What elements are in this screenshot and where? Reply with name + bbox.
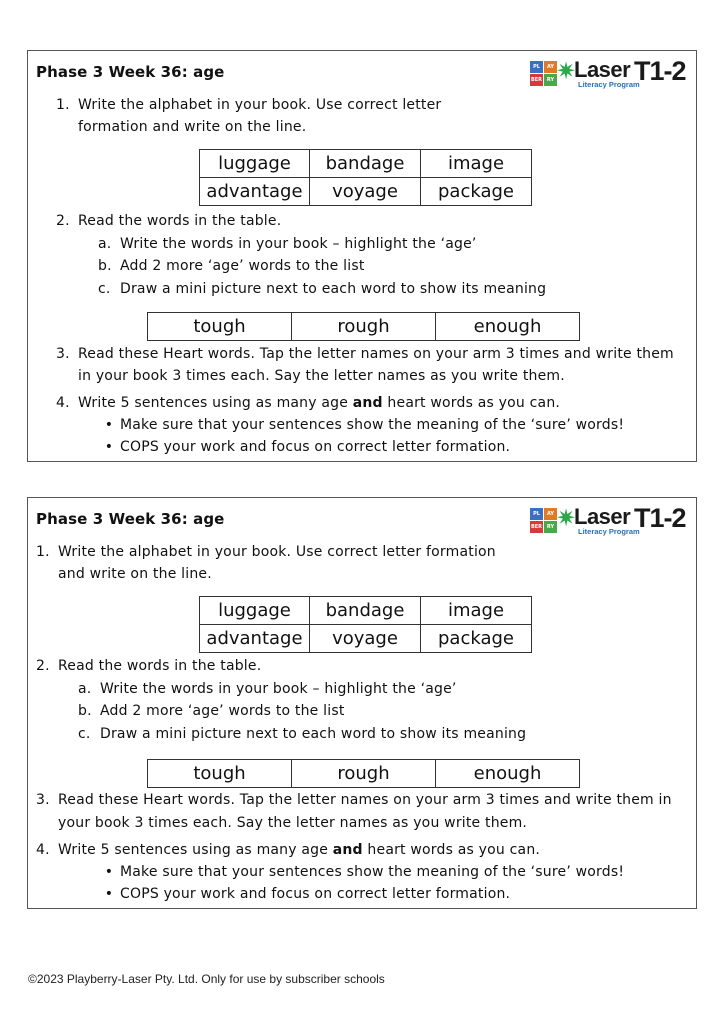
word-cell: advantage — [200, 625, 310, 653]
table-row — [200, 597, 532, 625]
heart-words-table — [147, 759, 580, 788]
step-2c — [98, 281, 546, 297]
sub-mark: a. — [98, 236, 112, 252]
word-cell: luggage — [200, 597, 310, 625]
sub-mark: b. — [98, 258, 112, 274]
step-number: 3. — [36, 792, 50, 808]
bullet-icon: • — [104, 417, 114, 433]
logo-subtitle: Literacy Program — [578, 80, 640, 89]
step-number: 1. — [36, 544, 50, 560]
step-2b — [78, 703, 345, 719]
step-3-cont: in your book 3 times each. Say the letter names as you write them. — [78, 368, 565, 384]
step-3-text: Read these Heart words. Tap the letter names on your arm 3 times and write them in — [58, 792, 672, 808]
step-1 — [56, 97, 441, 113]
playberry-tiles — [530, 61, 558, 87]
logo-tile: PL — [530, 508, 543, 520]
word-cell: voyage — [310, 178, 421, 206]
age-words-table — [199, 149, 532, 206]
logo-tile: PL — [530, 61, 543, 73]
step-3-text: Read these Heart words. Tap the letter names on your arm 3 times and write them — [78, 346, 674, 362]
word-cell: image — [421, 597, 532, 625]
step-4-bold: and — [332, 842, 363, 858]
word-cell: advantage — [200, 178, 310, 206]
step-2-text: Read the words in the table. — [58, 658, 262, 674]
word-cell: bandage — [310, 150, 421, 178]
step-2a-text: Write the words in your book – highlight the ‘age’ — [120, 236, 477, 252]
step-2c-text: Draw a mini picture next to each word to show its meaning — [120, 281, 547, 297]
heart-word-cell: tough — [148, 760, 292, 788]
logo-level: T1-2 — [634, 56, 686, 86]
playberry-tiles — [530, 508, 558, 534]
word-cell: luggage — [200, 150, 310, 178]
step-number: 2. — [56, 213, 70, 229]
step-2a — [98, 236, 477, 252]
logo-tile: AY — [544, 61, 557, 73]
logo-tile: BER — [530, 521, 543, 533]
logo-name: Laser — [574, 504, 631, 529]
logo-tile: BER — [530, 74, 543, 86]
heart-word-cell: rough — [292, 313, 436, 341]
table-row — [200, 625, 532, 653]
step-3 — [56, 346, 674, 362]
logo-name: Laser — [574, 57, 631, 82]
sub-mark: a. — [78, 681, 92, 697]
starburst-icon: ✷ — [556, 57, 577, 85]
step-4-text-a: Write 5 sentences using as many age — [58, 842, 333, 858]
bullet-2 — [98, 886, 510, 902]
step-4 — [36, 842, 540, 858]
bullet-1-text: Make sure that your sentences show the meaning of the ‘sure’ words! — [120, 417, 625, 433]
word-cell: image — [421, 150, 532, 178]
card-title: Phase 3 Week 36: age — [36, 63, 225, 81]
bullet-1 — [98, 864, 624, 880]
step-number: 4. — [36, 842, 50, 858]
heart-words-table — [147, 312, 580, 341]
bullet-1 — [98, 417, 624, 433]
sub-mark: b. — [78, 703, 92, 719]
step-2b — [98, 258, 365, 274]
table-row — [200, 178, 532, 206]
bullet-2 — [98, 439, 510, 455]
laser-logo — [530, 57, 690, 91]
starburst-icon: ✷ — [556, 504, 577, 532]
step-1 — [36, 544, 496, 560]
sub-mark: c. — [78, 726, 91, 742]
heart-word-cell: enough — [436, 313, 580, 341]
bullet-icon: • — [104, 439, 114, 455]
step-1-text: Write the alphabet in your book. Use correct letter — [78, 97, 442, 113]
bullet-2-text: COPS your work and focus on correct letter formation. — [120, 439, 511, 455]
heart-word-cell: tough — [148, 313, 292, 341]
step-number: 3. — [56, 346, 70, 362]
table-row — [148, 313, 580, 341]
step-2 — [56, 213, 281, 229]
step-1-cont: formation and write on the line. — [78, 119, 307, 135]
logo-subtitle: Literacy Program — [578, 527, 640, 536]
card-title: Phase 3 Week 36: age — [36, 510, 225, 528]
logo-tile: RY — [544, 521, 557, 533]
step-2c — [78, 726, 526, 742]
step-4-text-a: Write 5 sentences using as many age — [78, 395, 353, 411]
step-3-cont: your book 3 times each. Say the letter names as you write them. — [58, 815, 528, 831]
step-4-bold: and — [352, 395, 383, 411]
age-words-table — [199, 596, 532, 653]
copyright-footer: ©2023 Playberry-Laser Pty. Ltd. Only for use by subscriber schools — [28, 972, 385, 986]
logo-level: T1-2 — [634, 503, 686, 533]
step-1-text: Write the alphabet in your book. Use correct letter formation — [58, 544, 496, 560]
heart-word-cell: enough — [436, 760, 580, 788]
step-3 — [36, 792, 672, 808]
task-card-2 — [27, 497, 697, 909]
table-row — [148, 760, 580, 788]
step-2-text: Read the words in the table. — [78, 213, 282, 229]
bullet-1-text: Make sure that your sentences show the meaning of the ‘sure’ words! — [120, 864, 625, 880]
bullet-2-text: COPS your work and focus on correct letter formation. — [120, 886, 511, 902]
bullet-icon: • — [104, 864, 114, 880]
bullet-icon: • — [104, 886, 114, 902]
step-number: 4. — [56, 395, 70, 411]
laser-logo — [530, 504, 690, 538]
step-2b-text: Add 2 more ‘age’ words to the list — [120, 258, 365, 274]
word-cell: package — [421, 625, 532, 653]
step-4-text-b: heart words as you can. — [362, 842, 541, 858]
table-row — [200, 150, 532, 178]
logo-tile: RY — [544, 74, 557, 86]
heart-word-cell: rough — [292, 760, 436, 788]
word-cell: bandage — [310, 597, 421, 625]
task-card-1 — [27, 50, 697, 462]
step-number: 1. — [56, 97, 70, 113]
step-4 — [56, 395, 560, 411]
step-2a — [78, 681, 457, 697]
step-1-cont: and write on the line. — [58, 566, 212, 582]
word-cell: package — [421, 178, 532, 206]
step-2b-text: Add 2 more ‘age’ words to the list — [100, 703, 345, 719]
word-cell: voyage — [310, 625, 421, 653]
sub-mark: c. — [98, 281, 111, 297]
step-2a-text: Write the words in your book – highlight the ‘age’ — [100, 681, 457, 697]
logo-tile: AY — [544, 508, 557, 520]
step-2c-text: Draw a mini picture next to each word to show its meaning — [100, 726, 527, 742]
step-number: 2. — [36, 658, 50, 674]
step-2 — [36, 658, 261, 674]
step-4-text-b: heart words as you can. — [382, 395, 561, 411]
